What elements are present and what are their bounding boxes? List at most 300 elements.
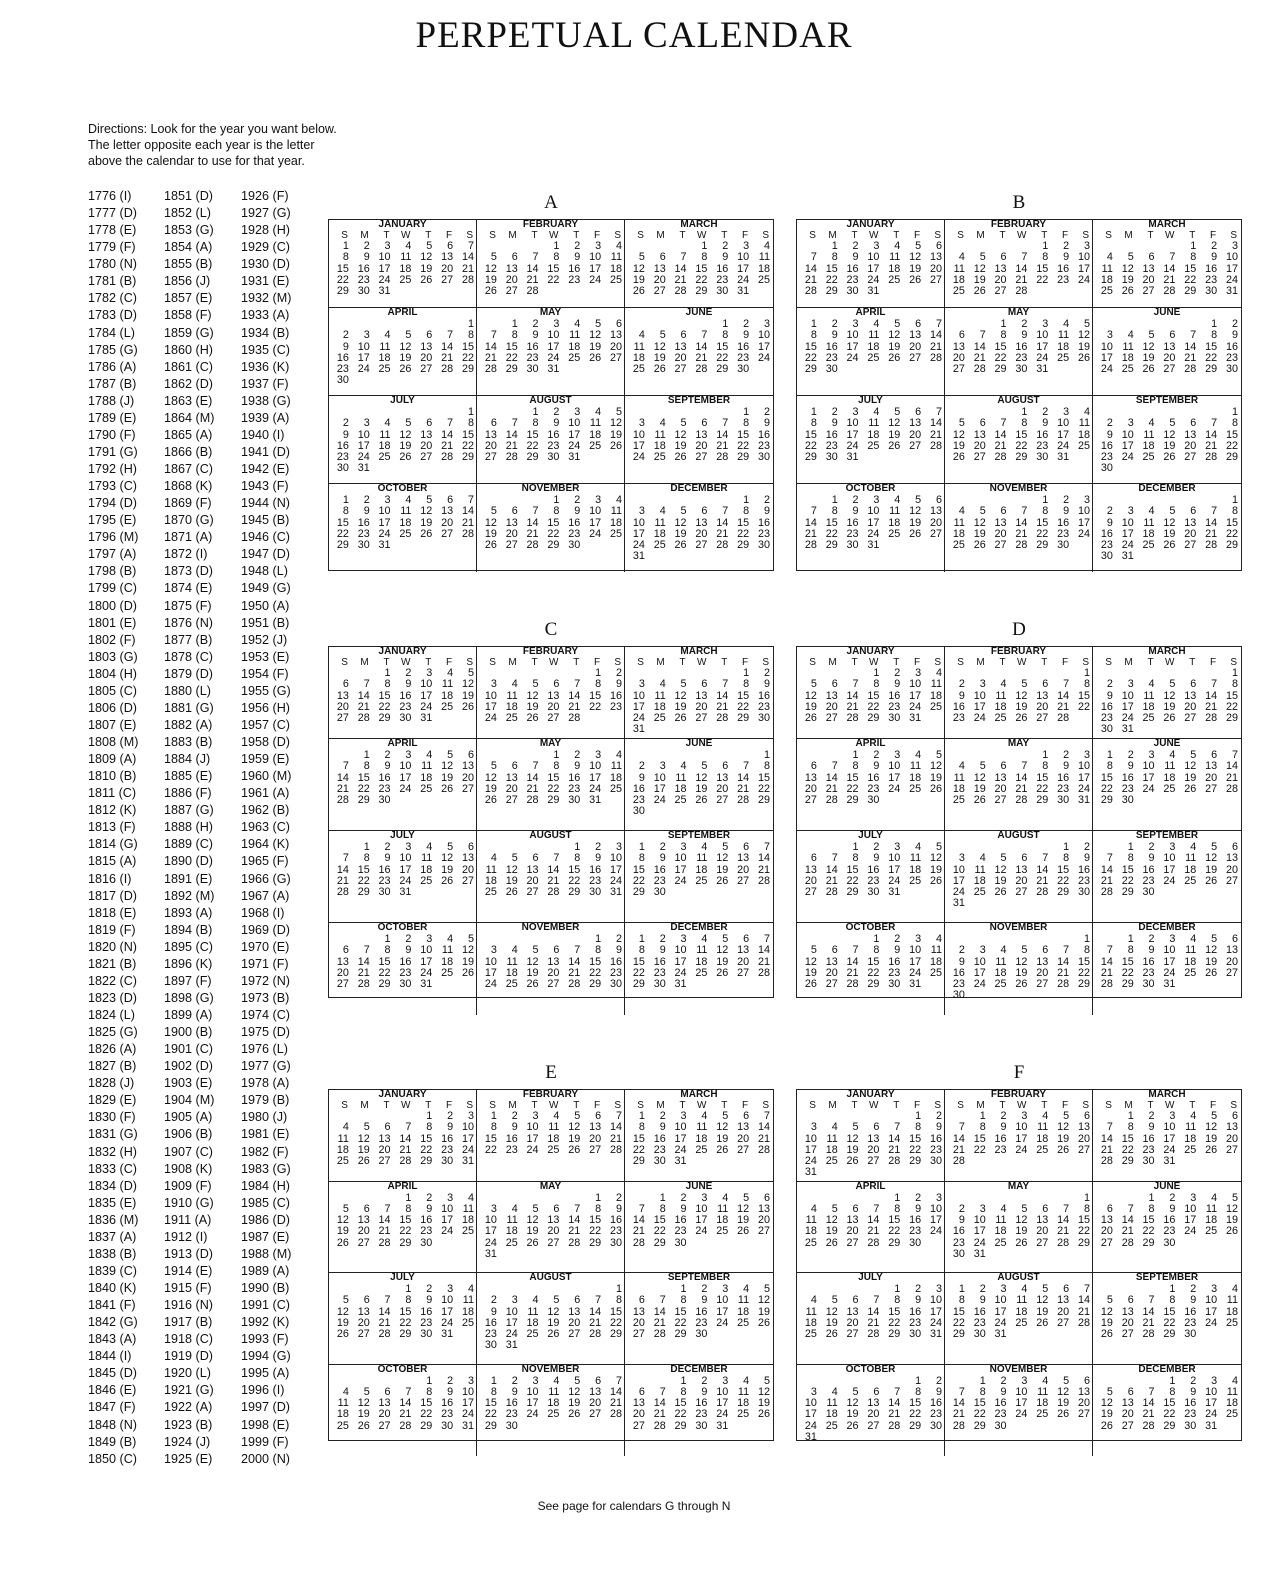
day-number: 2 xyxy=(426,1283,433,1295)
month-name: FEBRUARY xyxy=(522,219,579,230)
day-grid xyxy=(478,1111,624,1156)
day-number: 2 xyxy=(615,1191,622,1204)
day-number: 19 xyxy=(973,273,986,286)
day-number: 3 xyxy=(490,678,497,691)
day-number: 17 xyxy=(484,966,497,979)
day-number: 14 xyxy=(1225,760,1238,773)
day-number: 6 xyxy=(342,678,349,691)
day-number: 30 xyxy=(632,805,645,818)
day-number: 13 xyxy=(1121,1397,1134,1410)
weekday-label: S xyxy=(934,1100,942,1111)
year-entry: 1896 (K) xyxy=(164,956,213,971)
day-number: 19 xyxy=(484,273,497,286)
day-number: 22 xyxy=(505,351,518,364)
day-number: 26 xyxy=(973,539,986,552)
day-number: 9 xyxy=(638,771,645,784)
day-number: 13 xyxy=(1163,340,1176,353)
day-number: 1 xyxy=(426,1110,433,1122)
day-number: 1 xyxy=(979,1110,986,1122)
day-number: 6 xyxy=(363,1294,370,1307)
day-number: 24 xyxy=(609,874,622,887)
day-number: 11 xyxy=(995,1214,1007,1227)
year-entry: 1966 (G) xyxy=(241,871,291,886)
day-number: 19 xyxy=(973,782,986,795)
day-number: 3 xyxy=(1106,329,1113,342)
day-number: 15 xyxy=(399,1214,412,1227)
day-number: 19 xyxy=(757,1305,770,1318)
day-number: 24 xyxy=(632,451,645,464)
day-number: 4 xyxy=(894,494,901,506)
day-number: 25 xyxy=(378,451,391,464)
day-number: 14 xyxy=(1015,771,1028,784)
day-number: 2 xyxy=(1148,841,1155,853)
calendar-letter: D xyxy=(1012,619,1026,640)
day-number: 17 xyxy=(653,782,666,795)
day-number: 19 xyxy=(846,1143,859,1156)
day-number: 12 xyxy=(441,760,454,773)
weekday-label: M xyxy=(1124,230,1133,241)
day-number: 16 xyxy=(399,955,412,968)
day-number: 16 xyxy=(757,516,770,529)
day-number: 17 xyxy=(1077,516,1090,529)
day-number: 9 xyxy=(915,1294,922,1307)
day-number: 26 xyxy=(737,1225,750,1238)
day-number: 20 xyxy=(1100,1225,1113,1238)
day-number: 31 xyxy=(589,794,602,807)
year-entry: 1852 (L) xyxy=(164,206,211,221)
day-number: 15 xyxy=(846,863,859,876)
day-number: 21 xyxy=(609,1397,622,1410)
day-number: 10 xyxy=(1184,1202,1197,1215)
day-number: 5 xyxy=(958,417,965,430)
day-grid xyxy=(330,934,476,990)
day-number: 15 xyxy=(547,516,560,529)
day-number: 25 xyxy=(1142,451,1155,464)
weekday-label: T xyxy=(999,230,1006,241)
year-entry: 1932 (M) xyxy=(241,291,292,306)
year-entry: 1851 (D) xyxy=(164,189,213,203)
day-number: 6 xyxy=(553,678,560,691)
day-number: 29 xyxy=(378,978,391,991)
day-number: 28 xyxy=(929,439,942,452)
day-number: 20 xyxy=(547,1225,560,1238)
day-number: 17 xyxy=(526,1397,539,1410)
day-number: 27 xyxy=(441,527,454,540)
day-number: 14 xyxy=(441,340,454,353)
day-number: 12 xyxy=(695,771,708,784)
day-number: 5 xyxy=(831,1202,838,1215)
day-number: 2 xyxy=(384,749,391,761)
day-number: 26 xyxy=(1015,1236,1028,1249)
day-number: 4 xyxy=(1190,1110,1197,1122)
day-number: 19 xyxy=(1163,439,1176,452)
day-number: 8 xyxy=(743,678,750,691)
day-number: 8 xyxy=(1106,760,1113,773)
month-june xyxy=(625,739,773,831)
day-number: 25 xyxy=(420,874,433,887)
day-number: 28 xyxy=(1184,363,1197,376)
day-number: 31 xyxy=(399,886,412,899)
day-number: 31 xyxy=(674,1155,687,1168)
day-number: 19 xyxy=(484,527,497,540)
year-entry: 1846 (E) xyxy=(88,1383,137,1398)
day-number: 28 xyxy=(1057,978,1070,991)
day-number: 15 xyxy=(526,428,539,441)
year-entry: 1997 (D) xyxy=(241,1400,290,1415)
day-number: 17 xyxy=(909,689,922,702)
day-number: 19 xyxy=(1057,1397,1070,1410)
day-number: 18 xyxy=(378,439,391,452)
day-number: 1 xyxy=(553,240,560,252)
day-number: 17 xyxy=(973,1225,986,1238)
weekday-label: F xyxy=(914,657,921,668)
month-april xyxy=(797,308,945,396)
day-number: 3 xyxy=(490,1202,497,1215)
day-number: 27 xyxy=(737,874,750,887)
day-number: 22 xyxy=(867,966,880,979)
day-number: 15 xyxy=(737,516,750,529)
day-number: 10 xyxy=(589,251,602,264)
day-number: 24 xyxy=(757,351,770,364)
month-name: OCTOBER xyxy=(845,1363,896,1375)
day-number: 16 xyxy=(888,689,901,702)
month-name: MAY xyxy=(1007,738,1030,749)
day-number: 8 xyxy=(426,1121,433,1134)
month-name: NOVEMBER xyxy=(521,1363,580,1375)
year-entry: 1811 (C) xyxy=(88,786,137,801)
day-number: 24 xyxy=(632,539,645,552)
day-number: 13 xyxy=(484,428,497,441)
month-february xyxy=(945,220,1093,308)
day-number: 22 xyxy=(1225,527,1238,540)
day-number: 28 xyxy=(888,1155,901,1168)
day-number: 13 xyxy=(695,516,708,529)
day-number: 3 xyxy=(638,505,645,518)
day-grid xyxy=(1094,750,1240,806)
month-name: AUGUST xyxy=(997,1272,1040,1283)
day-number: 3 xyxy=(447,1283,454,1295)
day-number: 14 xyxy=(804,262,817,275)
weekday-label: S xyxy=(489,1100,496,1111)
day-number: 27 xyxy=(632,1328,645,1341)
day-number: 11 xyxy=(589,417,602,430)
day-number: 22 xyxy=(420,1143,433,1156)
day-grid xyxy=(1094,842,1240,898)
day-number: 1 xyxy=(1169,1374,1176,1387)
day-number: 7 xyxy=(363,678,370,691)
day-number: 15 xyxy=(461,428,474,441)
day-number: 20 xyxy=(825,700,838,713)
day-number: 21 xyxy=(441,439,454,452)
day-number: 22 xyxy=(1077,1225,1090,1238)
day-number: 12 xyxy=(1163,689,1176,702)
day-number: 12 xyxy=(1121,262,1134,275)
day-number: 14 xyxy=(505,428,518,441)
day-number: 29 xyxy=(825,539,838,552)
year-entry: 1845 (D) xyxy=(88,1366,137,1381)
weekday-label: W xyxy=(1016,1100,1027,1111)
day-number: 18 xyxy=(1036,1132,1049,1145)
day-number: 22 xyxy=(632,874,645,887)
day-number: 16 xyxy=(1142,955,1155,968)
year-entry: 1992 (K) xyxy=(241,1315,290,1330)
day-number: 14 xyxy=(1036,863,1049,876)
weekday-label: W xyxy=(1164,657,1175,668)
month-april xyxy=(797,1182,945,1274)
day-number: 2 xyxy=(1042,406,1049,418)
day-number: 15 xyxy=(1184,262,1197,275)
year-entry: 1903 (E) xyxy=(164,1076,213,1091)
day-number: 22 xyxy=(1205,351,1218,364)
day-number: 15 xyxy=(1142,1214,1155,1227)
day-number: 13 xyxy=(909,329,922,342)
day-number: 29 xyxy=(547,539,560,552)
day-number: 12 xyxy=(1057,1385,1070,1398)
day-number: 1 xyxy=(763,749,770,761)
day-number: 22 xyxy=(1036,782,1049,795)
day-number: 11 xyxy=(548,1121,560,1134)
day-number: 18 xyxy=(695,1132,708,1145)
day-number: 7 xyxy=(763,841,770,853)
day-number: 15 xyxy=(589,689,602,702)
day-number: 13 xyxy=(1225,852,1238,865)
day-number: 22 xyxy=(609,1316,622,1329)
day-number: 4 xyxy=(384,329,391,342)
month-name: JANUARY xyxy=(846,646,895,657)
day-number: 19 xyxy=(1205,1132,1218,1145)
day-number: 29 xyxy=(420,1419,433,1432)
day-number: 7 xyxy=(810,505,817,518)
day-number: 30 xyxy=(952,1247,965,1260)
weekday-label: T xyxy=(679,1100,686,1111)
day-number: 27 xyxy=(378,1419,391,1432)
year-entry: 1961 (A) xyxy=(241,786,290,801)
day-number: 11 xyxy=(953,262,965,275)
day-number: 28 xyxy=(1205,451,1218,464)
day-number: 27 xyxy=(547,712,560,725)
day-number: 24 xyxy=(867,273,880,286)
day-number: 5 xyxy=(553,1294,560,1307)
day-number: 10 xyxy=(846,329,859,342)
day-number: 18 xyxy=(441,955,454,968)
day-number: 17 xyxy=(1121,700,1134,713)
day-number: 20 xyxy=(526,874,539,887)
day-number: 31 xyxy=(929,1328,942,1341)
day-number: 24 xyxy=(1205,1316,1218,1329)
day-number: 2 xyxy=(1106,505,1113,518)
month-name: JUNE xyxy=(685,1180,713,1192)
day-number: 30 xyxy=(378,886,391,899)
day-number: 24 xyxy=(929,1225,942,1238)
day-number: 18 xyxy=(888,262,901,275)
day-number: 24 xyxy=(420,700,433,713)
day-number: 27 xyxy=(952,363,965,376)
day-number: 14 xyxy=(716,516,729,529)
day-number: 9 xyxy=(1000,1121,1007,1134)
weekday-label: W xyxy=(548,657,559,668)
day-number: 1 xyxy=(467,406,474,418)
day-number: 27 xyxy=(441,273,454,286)
day-number: 3 xyxy=(1021,1374,1028,1387)
day-number: 25 xyxy=(653,451,666,464)
day-number: 24 xyxy=(695,1225,708,1238)
year-entry: 1876 (N) xyxy=(164,615,213,630)
day-grid xyxy=(798,934,944,990)
day-number: 14 xyxy=(952,1397,965,1410)
month-name: NOVEMBER xyxy=(521,922,580,933)
day-number: 22 xyxy=(1036,527,1049,540)
weekday-label: F xyxy=(594,1100,601,1111)
day-number: 8 xyxy=(1127,944,1134,957)
day-number: 27 xyxy=(825,978,838,991)
year-entry: 1878 (C) xyxy=(164,649,213,664)
day-number: 10 xyxy=(1015,1121,1028,1134)
day-number: 5 xyxy=(363,1385,370,1398)
month-name: OCTOBER xyxy=(845,483,896,494)
day-number: 25 xyxy=(653,539,666,552)
year-entry: 1927 (G) xyxy=(241,206,291,221)
year-entry: 1951 (B) xyxy=(241,615,290,630)
day-grid xyxy=(798,1111,944,1179)
day-number: 21 xyxy=(1100,874,1113,887)
day-number: 2 xyxy=(405,667,412,679)
day-number: 25 xyxy=(716,1225,729,1238)
day-number: 6 xyxy=(532,852,539,865)
day-number: 11 xyxy=(696,944,708,957)
day-number: 10 xyxy=(804,1397,817,1410)
day-number: 20 xyxy=(867,1408,880,1421)
day-number: 2 xyxy=(1169,1191,1176,1204)
day-number: 22 xyxy=(1121,966,1134,979)
day-number: 2 xyxy=(659,1110,666,1122)
month-may xyxy=(945,1182,1093,1274)
month-march xyxy=(1093,1090,1241,1182)
calendar-box xyxy=(796,219,1242,571)
day-number: 20 xyxy=(1057,1305,1070,1318)
day-number: 17 xyxy=(1163,955,1176,968)
weekday-label: T xyxy=(1041,1100,1048,1111)
day-number: 12 xyxy=(399,340,412,353)
day-number: 8 xyxy=(1042,760,1049,773)
day-number: 25 xyxy=(609,527,622,540)
weekday-label: W xyxy=(868,657,879,668)
day-number: 17 xyxy=(357,439,370,452)
year-entry: 1991 (C) xyxy=(241,1298,290,1313)
day-number: 24 xyxy=(547,351,560,364)
day-grid xyxy=(798,407,944,463)
day-number: 4 xyxy=(615,749,622,761)
day-number: 19 xyxy=(994,874,1007,887)
day-number: 3 xyxy=(935,1191,942,1204)
day-number: 4 xyxy=(511,1202,518,1215)
day-number: 27 xyxy=(547,978,560,991)
day-number: 19 xyxy=(909,262,922,275)
day-number: 23 xyxy=(1205,273,1218,286)
day-number: 27 xyxy=(1225,966,1238,979)
day-number: 8 xyxy=(831,505,838,518)
day-number: 25 xyxy=(632,363,645,376)
day-number: 31 xyxy=(609,886,622,899)
day-number: 16 xyxy=(336,351,349,364)
day-grid xyxy=(330,1376,476,1432)
day-number: 25 xyxy=(547,1408,560,1421)
weekday-label: F xyxy=(446,1100,453,1111)
day-number: 21 xyxy=(1057,966,1070,979)
day-number: 7 xyxy=(1106,852,1113,865)
day-number: 26 xyxy=(1036,1316,1049,1329)
calendar-letter: C xyxy=(544,619,558,640)
day-number: 26 xyxy=(1015,712,1028,725)
day-number: 5 xyxy=(1042,1283,1049,1295)
month-name: OCTOBER xyxy=(845,922,896,933)
day-number: 9 xyxy=(1042,417,1049,430)
day-number: 22 xyxy=(399,1225,412,1238)
day-number: 15 xyxy=(1225,428,1238,441)
day-number: 27 xyxy=(484,451,497,464)
day-number: 23 xyxy=(632,794,645,807)
day-number: 27 xyxy=(695,451,708,464)
day-number: 28 xyxy=(441,363,454,376)
day-number: 10 xyxy=(674,852,687,865)
day-number: 13 xyxy=(420,340,433,353)
day-number: 3 xyxy=(467,1374,474,1387)
day-number: 6 xyxy=(1106,1202,1113,1215)
day-number: 8 xyxy=(467,329,474,342)
day-number: 12 xyxy=(929,760,942,773)
day-number: 21 xyxy=(568,1225,581,1238)
day-number: 8 xyxy=(1148,1202,1155,1215)
day-number: 26 xyxy=(357,1155,370,1168)
day-number: 3 xyxy=(894,749,901,761)
day-number: 7 xyxy=(1211,505,1218,518)
day-number: 30 xyxy=(653,886,666,899)
day-number: 17 xyxy=(1036,340,1049,353)
day-number: 31 xyxy=(846,451,859,464)
day-number: 18 xyxy=(1205,1214,1218,1227)
day-number: 17 xyxy=(716,1305,729,1318)
month-name: JANUARY xyxy=(378,1089,427,1100)
day-number: 4 xyxy=(743,1374,750,1387)
day-number: 1 xyxy=(979,1374,986,1387)
day-grid xyxy=(946,750,1092,806)
day-number: 22 xyxy=(378,966,391,979)
day-number: 13 xyxy=(1225,1121,1238,1134)
day-number: 24 xyxy=(1163,874,1176,887)
year-entry: 1970 (E) xyxy=(241,939,290,954)
day-number: 25 xyxy=(695,1143,708,1156)
year-entry: 1818 (E) xyxy=(88,905,137,920)
weekday-label: T xyxy=(383,657,390,668)
day-number: 12 xyxy=(568,1121,581,1134)
day-number: 8 xyxy=(979,1121,986,1134)
day-number: 20 xyxy=(609,340,622,353)
day-number: 4 xyxy=(1231,1283,1238,1295)
day-number: 21 xyxy=(952,1408,965,1421)
day-number: 20 xyxy=(357,1316,370,1329)
day-number: 16 xyxy=(505,1397,518,1410)
weekday-label: F xyxy=(1062,1100,1069,1111)
day-number: 19 xyxy=(1057,1132,1070,1145)
month-november xyxy=(477,1365,625,1457)
day-number: 5 xyxy=(810,944,817,957)
day-number: 7 xyxy=(595,1294,602,1307)
month-march xyxy=(1093,220,1241,308)
day-number: 19 xyxy=(336,1316,349,1329)
day-number: 23 xyxy=(929,1143,942,1156)
year-entry: 1860 (H) xyxy=(164,342,213,357)
weekday-header xyxy=(626,230,772,241)
day-number: 7 xyxy=(763,933,770,945)
